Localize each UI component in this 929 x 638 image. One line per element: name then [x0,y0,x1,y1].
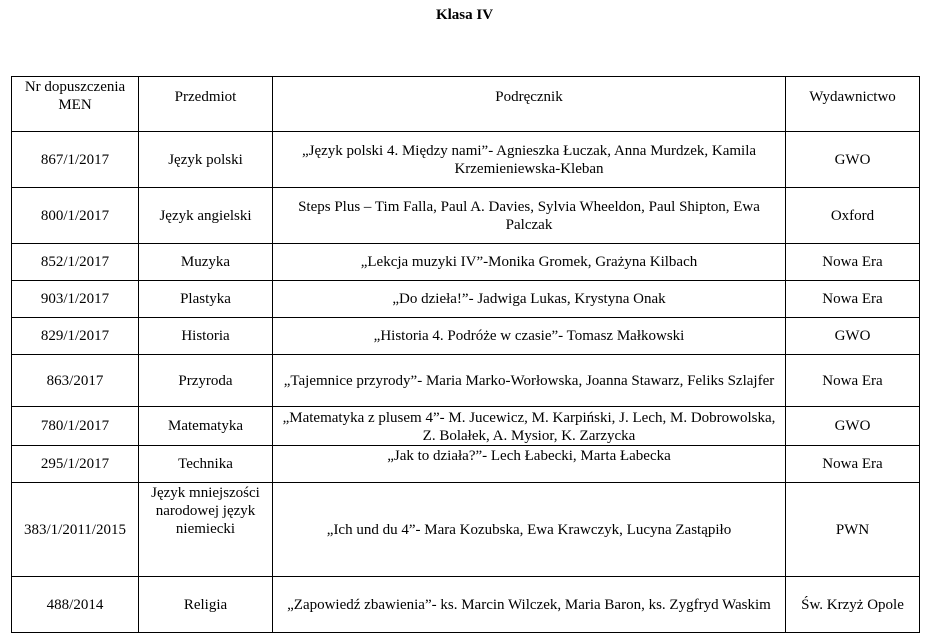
table-row [12,355,920,407]
table-row [12,132,920,188]
publisher-cell: GWO [786,132,920,188]
table-row [12,188,920,244]
table-row [12,446,920,483]
textbook-cell: „Ich und du 4”- Mara Kozubska, Ewa Krawczyk, Lucyna Zastąpiło [273,483,786,577]
header-subject: Przedmiot [139,77,273,132]
approval-number-cell: 800/1/2017 [12,188,139,244]
subject-cell: Technika [139,446,273,483]
table-row [12,244,920,281]
table-header-row [12,77,920,132]
subject-cell: Plastyka [139,281,273,318]
subject-cell: Historia [139,318,273,355]
approval-number-cell: 383/1/2011/2015 [12,483,139,577]
table-row [12,318,920,355]
header-approval-number: Nr dopuszczenia MEN [12,77,139,132]
subject-cell: Język polski [139,132,273,188]
publisher-cell: Oxford [786,188,920,244]
textbook-cell: „Lekcja muzyki IV”-Monika Gromek, Grażyna Kilbach [273,244,786,281]
textbook-cell: „Matematyka z plusem 4”- M. Jucewicz, M. Karpiński, J. Lech, M. Dobrowolska, Z. Bolałek, A. Mysior, K. Zarzycka [273,407,786,446]
textbook-cell: „Jak to działa?”- Lech Łabecki, Marta Łabecka [273,446,786,483]
approval-number-cell: 863/2017 [12,355,139,407]
publisher-cell: Nowa Era [786,355,920,407]
textbook-cell: „Do dzieła!”- Jadwiga Lukas, Krystyna Onak [273,281,786,318]
subject-cell: Muzyka [139,244,273,281]
textbook-cell: Steps Plus – Tim Falla, Paul A. Davies, Sylvia Wheeldon, Paul Shipton, Ewa Palczak [273,188,786,244]
subject-cell: Przyroda [139,355,273,407]
subject-cell: Język angielski [139,188,273,244]
table-row [12,281,920,318]
textbook-cell: „Historia 4. Podróże w czasie”- Tomasz Małkowski [273,318,786,355]
approval-number-cell: 903/1/2017 [12,281,139,318]
approval-number-cell: 829/1/2017 [12,318,139,355]
publisher-cell: PWN [786,483,920,577]
subject-cell: Język mniejszości narodowej język niemiecki [139,483,273,577]
textbook-cell: „Zapowiedź zbawienia”- ks. Marcin Wilczek, Maria Baron, ks. Zygfryd Waskim [273,577,786,633]
subject-cell: Religia [139,577,273,633]
header-textbook: Podręcznik [273,77,786,132]
textbook-cell: „Język polski 4. Między nami”- Agnieszka Łuczak, Anna Murdzek, Kamila Krzemieniewska-Kleban [273,132,786,188]
textbook-cell: „Tajemnice przyrody”- Maria Marko-Worłowska, Joanna Stawarz, Feliks Szlajfer [273,355,786,407]
subject-cell: Matematyka [139,407,273,446]
approval-number-cell: 867/1/2017 [12,132,139,188]
page-title: Klasa IV [435,7,494,23]
approval-number-cell: 295/1/2017 [12,446,139,483]
table-row [12,483,920,577]
publisher-cell: Św. Krzyż Opole [786,577,920,633]
publisher-cell: GWO [786,318,920,355]
publisher-cell: GWO [786,407,920,446]
publisher-cell: Nowa Era [786,281,920,318]
approval-number-cell: 780/1/2017 [12,407,139,446]
approval-number-cell: 852/1/2017 [12,244,139,281]
header-publisher: Wydawnictwo [786,77,920,132]
publisher-cell: Nowa Era [786,244,920,281]
table-row [12,577,920,633]
table-row [12,407,920,446]
approval-number-cell: 488/2014 [12,577,139,633]
publisher-cell: Nowa Era [786,446,920,483]
textbook-table [11,76,920,633]
